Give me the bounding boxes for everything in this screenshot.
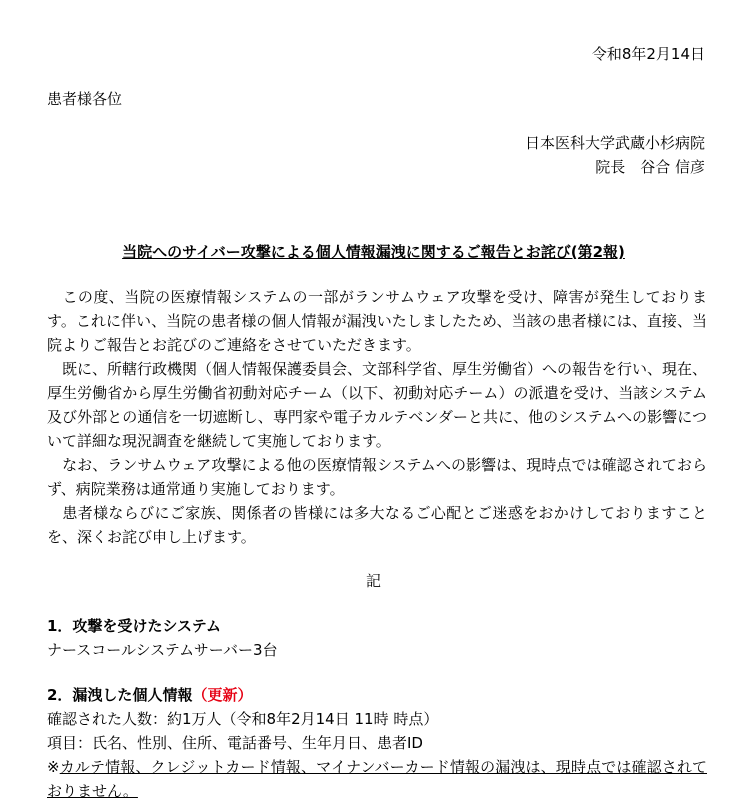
note-prefix: ※ <box>47 758 60 776</box>
section-1-heading: 1．攻撃を受けたシステム <box>47 617 221 635</box>
hospital-name: 日本医科大学武蔵小杉病院 <box>524 134 705 152</box>
document-title: 当院へのサイバー攻撃による個人情報漏洩に関するご報告とお詫び(第2報) <box>122 243 625 261</box>
section-1-content: ナースコールシステムサーバー3台 <box>47 641 278 659</box>
section-2-heading-line <box>47 683 252 707</box>
section-2-heading: 2．漏洩した個人情報 <box>47 686 193 704</box>
body-paragraph-2: 既に、所轄行政機関（個人情報保護委員会、文部科学省、厚生労働省）への報告を行い、現在、厚生労働省から厚生労働省初動対応チーム（以下、初動対応チーム）の派遣を受け、当該システム及び外部との通信を一切遮断し、専門家や電子カルテベンダーと共に、他のシステムへの影響について詳細な現況調査を継続して実施しております。 <box>47 360 708 450</box>
recipient-line: 患者様各位 <box>47 90 123 108</box>
update-tag: （更新） <box>192 686 253 704</box>
note-text: カルテ情報、クレジットカード情報、マイナンバーカード情報の漏洩は、現時点では確認されておりません。 <box>47 758 707 800</box>
body-paragraph-1: この度、当院の医療情報システムの一部がランサムウェア攻撃を受け、障害が発生しております。これに伴い、当院の患者様の個人情報が漏洩いたしましたため、当該の患者様には、直接、当院よりご報告とお詫びのご連絡をさせていただきます。 <box>47 288 707 354</box>
director-name: 院長 谷合 信彦 <box>595 158 705 176</box>
leak-note <box>47 755 707 803</box>
affected-count: 確認された人数：約1万人（令和8年2月14日 11時 時点） <box>47 710 439 728</box>
body-paragraph-3: なお、ランサムウェア攻撃による他の医療情報システムへの影響は、現時点では確認されておらず、病院業務は通常通り実施しております。 <box>47 456 707 498</box>
leaked-items: 項目：氏名、性別、住所、電話番号、生年月日、患者ID <box>47 734 423 752</box>
ki-marker: 記 <box>365 572 381 590</box>
body-paragraph-4: 患者様ならびにご家族、関係者の皆様には多大なるご心配とご迷惑をおかけしておりますことを、深くお詫び申し上げます。 <box>47 504 707 546</box>
document-date: 令和8年2月14日 <box>591 45 705 63</box>
